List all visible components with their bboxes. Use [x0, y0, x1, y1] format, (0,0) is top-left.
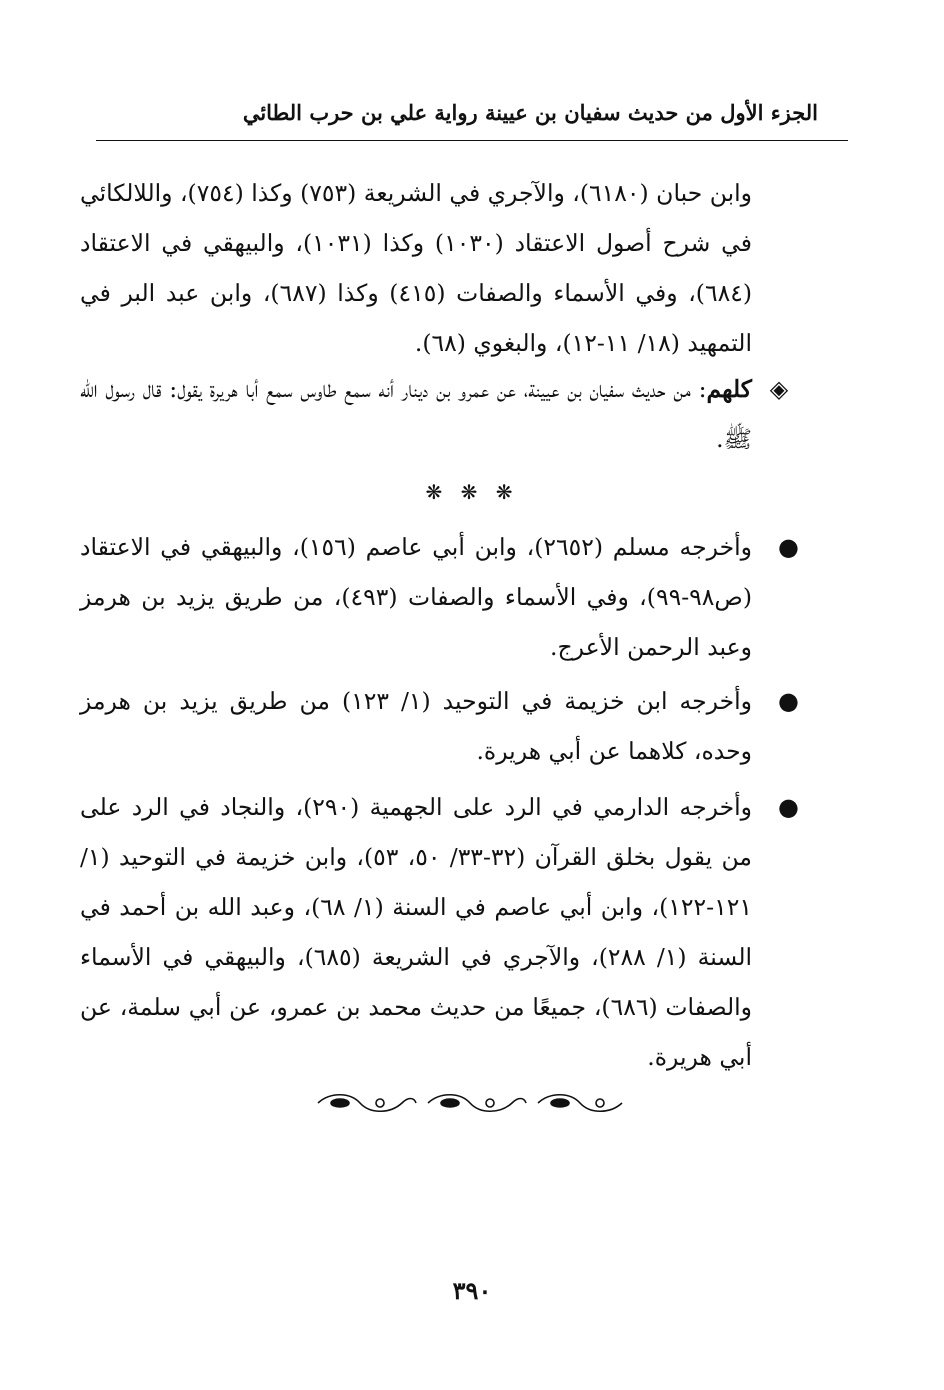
takhrij-item: وأخرجه ابن خزيمة في التوحيد (١/ ١٢٣) من طريق يزيد بن هرمز وحده، كلاهما عن أبي هريرة.	[80, 687, 753, 765]
bullet-icon: ●	[778, 533, 799, 561]
hadith-lead: كلهم	[706, 375, 752, 403]
takhrij-item: وأخرجه مسلم (٢٦٥٢)، وابن أبي عاصم (١٥٦)، والبيهقي في الاعتقاد (ص٩٨-٩٩)، وفي الأسماء والصفات (٤٩٣)، من طريق يزيد بن هرمز وعبد الرحمن الأعرج.	[80, 533, 753, 661]
page-number: ٣٩٠	[452, 1276, 492, 1305]
bullet-icon: ●	[778, 687, 799, 715]
section-separator: ❋ ❋ ❋	[425, 480, 519, 504]
decorative-flourish-icon	[310, 1088, 630, 1118]
diamond-marker-icon: ◈	[769, 375, 789, 403]
continuation-paragraph: وابن حبان (٦١٨٠)، والآجري في الشريعة (٧٥٣) وكذا (٧٥٤)، واللالكائي في شرح أصول الاعتقاد (١٠٣٠) وكذا (١٠٣١)، والبيهقي في الاعتقاد (٦٨٤)، وفي الأسماء والصفات (٤١٥) وكذا (٦٨٧)، وابن عبد البر في التمهيد (١٨/ ١١-١٢)، والبغوي (٦٨).	[80, 179, 752, 357]
bullet-icon: ●	[778, 793, 799, 821]
takhrij-item: وأخرجه الدارمي في الرد على الجهمية (٢٩٠)، والنجاد في الرد على من يقول بخلق القرآن (٣٢-٣٣/ ٥٠، ٥٣)، وابن خزيمة في التوحيد (١/ ١٢١-١٢٢)، وابن أبي عاصم في السنة (١/ ٦٨)، وعبد الله بن أحمد في السنة (١/ ٢٨٨)، والآجري في الشريعة (٦٨٥)، والبيهقي في الأسماء والصفات (٦٨٦)، جميعًا من حديث محمد بن عمرو، عن أبي سلمة، عن أبي هريرة.	[80, 793, 753, 1071]
running-header: الجزء الأول من حديث سفيان بن عيينة رواية علي بن حرب الطائي	[242, 100, 818, 125]
header-rule	[96, 140, 848, 141]
hadith-text: : من حديث سفيان بن عيينة، عن عمرو بن دينار أنه سمع طاوس سمع أبا هريرة يقول: قال رسول الله ﷺ.	[80, 375, 752, 453]
hadith-paragraph	[80, 364, 752, 464]
